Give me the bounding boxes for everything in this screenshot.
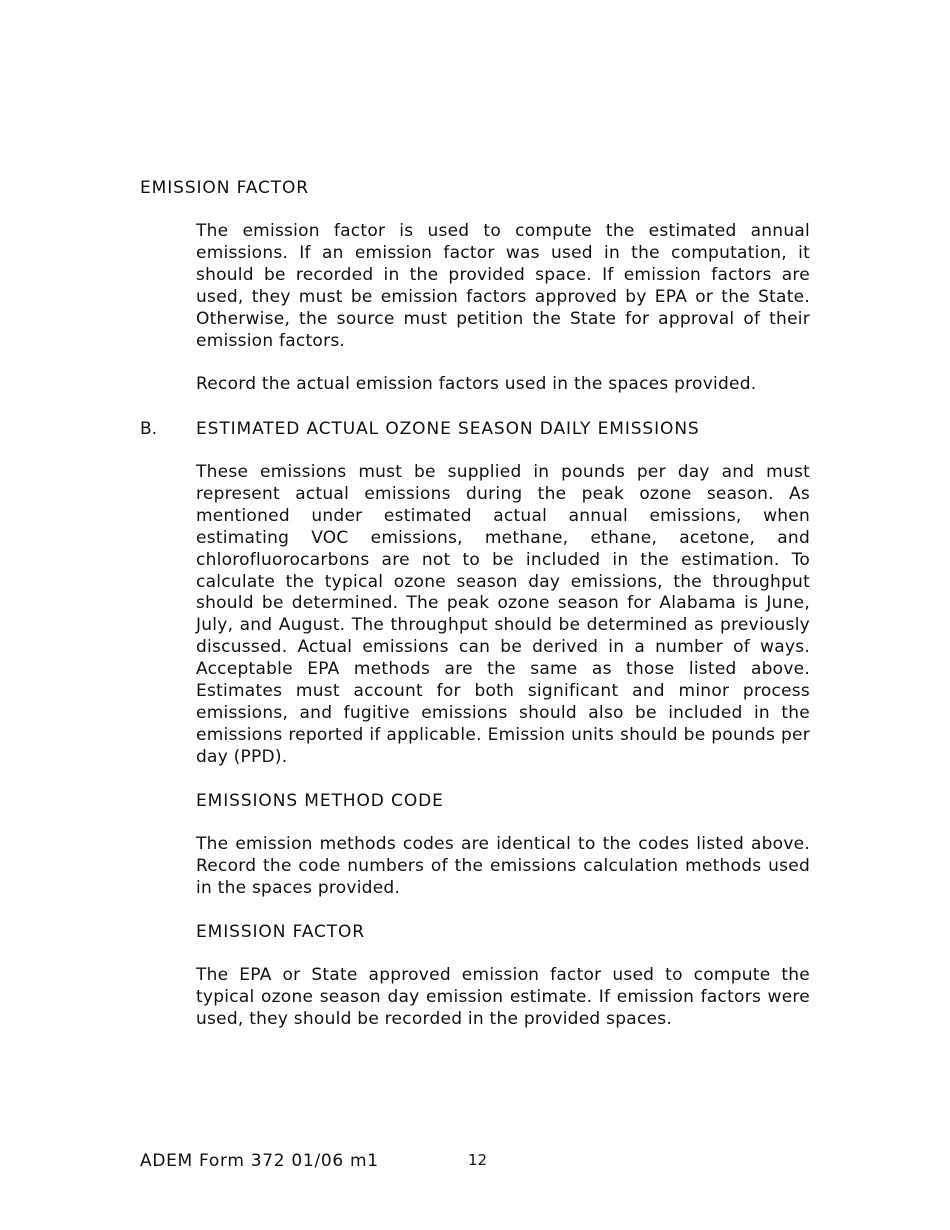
ozone-season-paragraph: These emissions must be supplied in pounds per day and must represent actual emissions during the peak ozone season. As mentioned under estimated actual annual emissions, when estimating VOC emissions, methane, ethane, acetone, and chlorofluorocarbons are not to be included in the estimation. To calculate the typical ozone season day emissions, the throughput should be determined. The peak ozone season for Alabama is June, July, and August. The throughput should be determined as previously discussed. Actual emissions can be derived in a number of ways. Acceptable EPA methods are the same as those listed above. Estimates must account for both significant and minor process emissions, and fugitive emissions should also be included in the emissions reported if applicable. Emission units should be pounds per day (PPD). [196,462,810,767]
form-identifier: ADEM Form 372 01/06 m1 [140,1151,379,1171]
page-number: 12 [468,1151,488,1169]
section-marker-b: B. [140,419,158,439]
section-heading-ozone-season: ESTIMATED ACTUAL OZONE SEASON DAILY EMISSIONS [196,419,700,439]
section-heading-emission-factor: EMISSION FACTOR [140,178,310,198]
emission-factor-2-paragraph: The EPA or State approved emission factor used to compute the typical ozone season day emission estimate. If emission factors were used, they should be recorded in the provided spaces. [196,965,810,1029]
emission-factor-paragraph: The emission factor is used to compute the estimated annual emissions. If an emission factor was used in the computation, it should be recorded in the provided space. If emission factors are used, they must be emission factors approved by EPA or the State. Otherwise, the source must petition the State for approval of their emission factors. [196,221,810,351]
section-heading-method-code: EMISSIONS METHOD CODE [196,791,444,811]
emission-factor-note: Record the actual emission factors used in the spaces provided. [196,374,757,394]
method-code-paragraph: The emission methods codes are identical to the codes listed above. Record the code numbers of the emissions calculation methods used in the spaces provided. [196,834,810,898]
section-heading-emission-factor-2: EMISSION FACTOR [196,922,366,942]
